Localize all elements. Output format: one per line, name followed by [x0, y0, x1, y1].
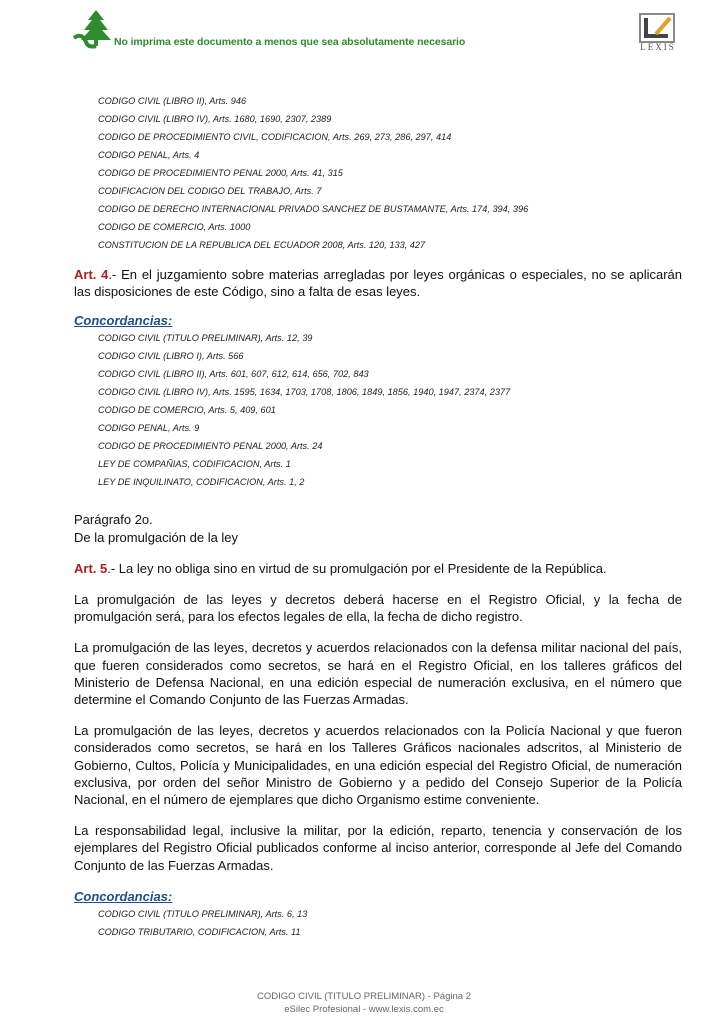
- article-4: [74, 266, 682, 300]
- article-label: Art. 4: [74, 267, 109, 282]
- article-text: .- La ley no obliga sino en virtud de su promulgación por el Presidente de la República.: [107, 560, 607, 576]
- article-5-paragraph-1: La promulgación de las leyes y decretos deberá hacerse en el Registro Oficial, y la fecha de promulgación será, para los efectos legales de ella, la fecha de dicho registro.: [74, 592, 682, 625]
- document-body: [74, 92, 682, 941]
- concordance-item: CODIGO DE DERECHO INTERNACIONAL PRIVADO SANCHEZ DE BUSTAMANTE, Arts. 174, 394, 396: [98, 204, 529, 214]
- concordance-item: CODIGO TRIBUTARIO, CODIFICACION, Arts. 11: [98, 926, 301, 937]
- concordance-item: CODIGO PENAL, Arts. 4: [98, 150, 200, 160]
- article-5-paragraph-4: La responsabilidad legal, inclusive la militar, por la edición, reparto, tenencia y conservación de los ejemplares del Registro Oficial publicados conforme al inciso anterior, corresponde al Jefe del Comando Conjunto de las Fuerzas Armadas.: [74, 823, 682, 873]
- concordance-list: [98, 329, 682, 491]
- concordance-item: CODIGO CIVIL (LIBRO IV), Arts. 1595, 1634, 1703, 1708, 1806, 1849, 1856, 1940, 1947, 2374, 2377: [98, 387, 511, 398]
- concordance-item: CODIGO DE PROCEDIMIENTO CIVIL, CODIFICACION, Arts. 269, 273, 286, 297, 414: [98, 132, 452, 142]
- page-footer: [0, 990, 728, 1016]
- page-header: [0, 0, 728, 60]
- footer-site: eSilec Profesional - www.lexis.com.ec: [284, 1004, 444, 1015]
- section-heading-line2: De la promulgación de la ley: [74, 529, 239, 545]
- article-label: Art. 5: [74, 560, 108, 576]
- concordance-item: CODIGO DE COMERCIO, Arts. 1000: [98, 222, 251, 232]
- concordance-item: CODIGO DE PROCEDIMIENTO PENAL 2000, Arts. 41, 315: [98, 168, 343, 178]
- section-heading-line1: Parágrafo 2o.: [74, 512, 153, 528]
- concordance-item: CODIGO CIVIL (LIBRO II), Arts. 601, 607, 612, 614, 656, 702, 843: [98, 369, 369, 380]
- concordance-item: CODIGO DE COMERCIO, Arts. 5, 409, 601: [98, 405, 276, 416]
- article-5: [74, 560, 682, 577]
- tree-logo-icon: [72, 8, 112, 50]
- lexis-brand-text: LEXIS: [640, 42, 676, 52]
- concordance-item: CODIGO CIVIL (TITULO PRELIMINAR), Arts. 12, 39: [98, 333, 313, 344]
- concordance-item: CONSTITUCION DE LA REPUBLICA DEL ECUADOR 2008, Arts. 120, 133, 427: [98, 240, 426, 250]
- article-5-paragraph-3: La promulgación de las leyes, decretos y acuerdos relacionados con la Policía Nacional y que fueron considerados como secretos, se hará en los Talleres Gráficos nacionales adscritos, al Ministerio de Gobierno, Cultos, Policía y Municipalidades, en una edición especial del Registro Oficial, de numeración exclusiva, por orden del señor Ministro de Gobierno y a pedido del Consejo Superior de la Policía Nacional, en el número de ejemplares que dicho Organismo estime conveniente.: [74, 723, 682, 808]
- footer-page-info: CODIGO CIVIL (TITULO PRELIMINAR) - Página 2: [257, 991, 471, 1002]
- concordance-item: CODIGO DE PROCEDIMIENTO PENAL 2000, Arts. 24: [98, 441, 323, 452]
- concordance-item: CODIFICACION DEL CODIGO DEL TRABAJO, Arts. 7: [98, 186, 322, 196]
- print-warning-message: No imprima este documento a menos que sea absolutamente necesario: [114, 36, 466, 48]
- concordance-item: LEY DE COMPAÑIAS, CODIFICACION, Arts. 1: [98, 459, 291, 470]
- concordance-item: CODIGO CIVIL (LIBRO I), Arts. 566: [98, 351, 244, 362]
- concordancias-heading: Concordancias:: [74, 313, 173, 329]
- concordance-list: [98, 92, 682, 254]
- concordance-list: [98, 905, 682, 941]
- concordance-item: CODIGO PENAL, Arts. 9: [98, 423, 200, 434]
- article-5-paragraph-2: La promulgación de las leyes, decretos y acuerdos relacionados con la defensa militar nacional del país, que fueren considerados como secretos, se hará en el Registro Oficial, en los talleres gráficos del Ministerio de Defensa Nacional, en una edición especial de numeración exclusiva, en el número que determine el Comando Conjunto de las Fuerzas Armadas.: [74, 640, 682, 708]
- concordance-item: CODIGO CIVIL (TITULO PRELIMINAR), Arts. 6, 13: [98, 908, 308, 919]
- concordance-item: CODIGO CIVIL (LIBRO IV), Arts. 1680, 1690, 2307, 2389: [98, 114, 332, 124]
- article-text: .- En el juzgamiento sobre materias arregladas por leyes orgánicas o especiales, no se aplicarán las disposiciones de este Código, sino a falta de esas leyes.: [74, 267, 682, 300]
- concordance-item: LEY DE INQUILINATO, CODIFICACION, Arts. 1, 2: [98, 477, 305, 488]
- concordancias-heading: Concordancias:: [74, 888, 173, 904]
- concordance-item: CODIGO CIVIL (LIBRO II), Arts. 946: [98, 96, 247, 106]
